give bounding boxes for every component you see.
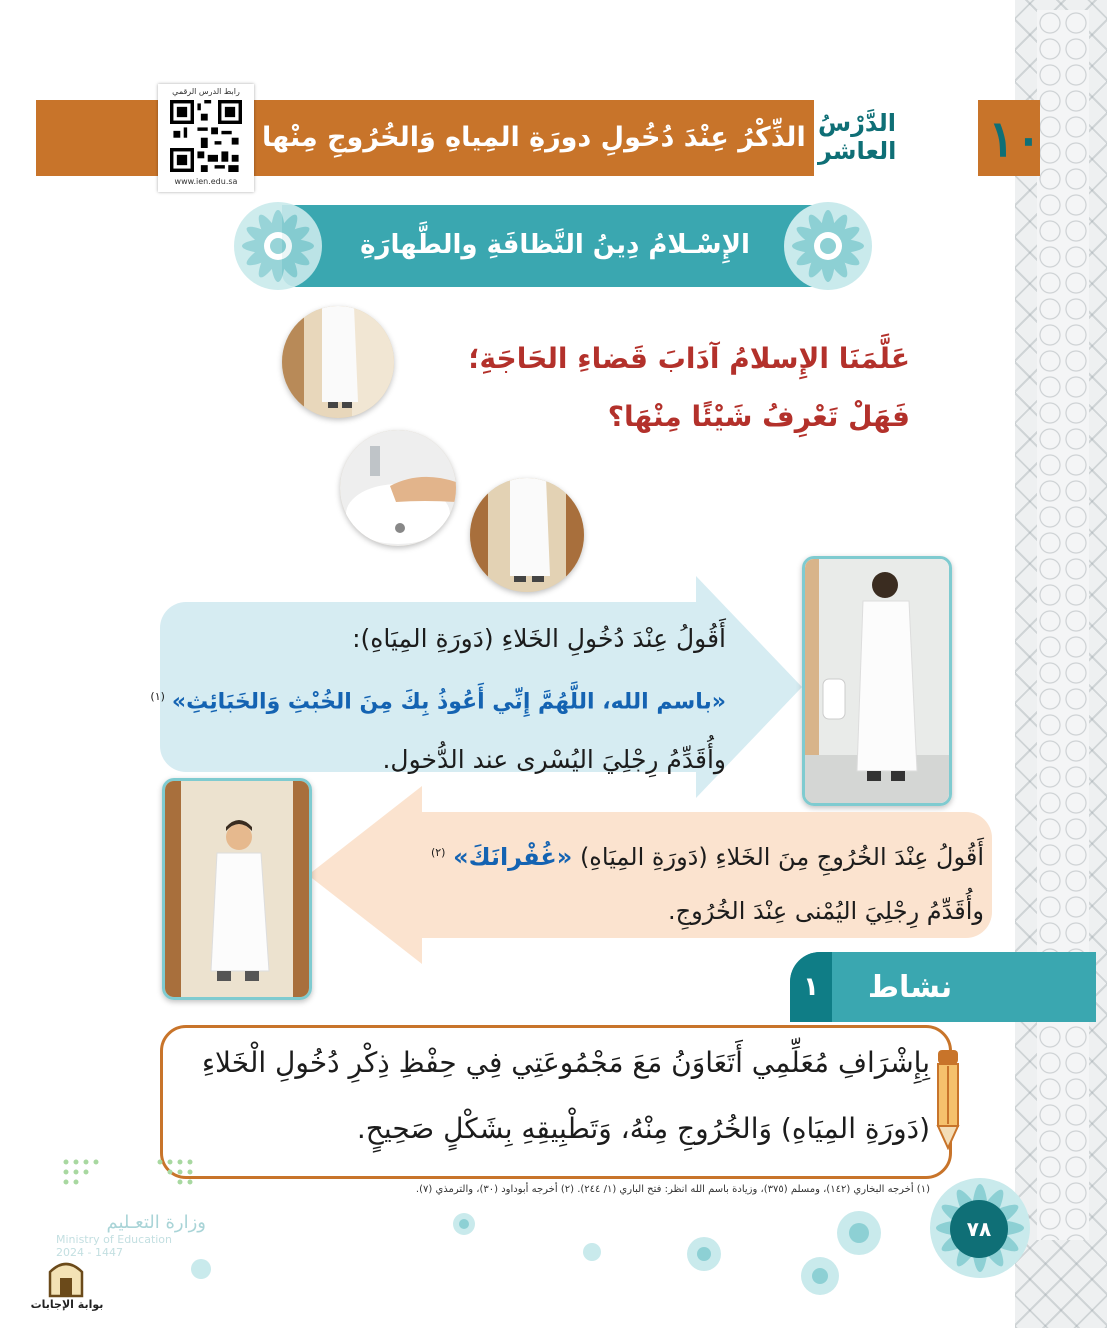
small-rosette-icon bbox=[452, 1212, 476, 1236]
small-rosette-icon bbox=[190, 1258, 212, 1280]
exiting-line-2: وأُقَدِّمُ رِجْلِيَ اليُمْنى عِنْدَ الخُرُوجِ. bbox=[667, 897, 984, 925]
photo-entering-bathroom bbox=[282, 306, 394, 418]
lesson-number: ١٠ bbox=[988, 108, 1042, 168]
entering-line-1: أَقُولُ عِنْدَ دُخُولِ الخَلاءِ (دَورَةِ المِيَاهِ): bbox=[352, 624, 726, 653]
exiting-dhikr bbox=[360, 826, 984, 938]
gate-logo-icon bbox=[44, 1256, 88, 1298]
photo-boy-entering bbox=[802, 556, 952, 806]
qr-url[interactable]: www.ien.edu.sa bbox=[174, 177, 238, 186]
photo-exiting-bathroom bbox=[470, 478, 584, 592]
intro-question bbox=[440, 330, 910, 446]
activity-number: ١ bbox=[803, 972, 819, 1002]
boy-entering-image bbox=[805, 559, 949, 803]
photo-washing-hands bbox=[340, 430, 456, 546]
entering-line-3: وأُقَدِّمُ رِجْلِيَ اليُسْرى عند الدُّخول. bbox=[382, 745, 726, 775]
footnotes: (١) أخرجه البخاري (١٤٢)، ومسلم (٣٧٥)، وزيادة باسم الله انظر: فتح الباري (١/ ٢٤٤). (٢) أخرجه أبوداود (٣٠)، والترمذي (٧). bbox=[415, 1184, 930, 1195]
entering-dua-line bbox=[150, 668, 726, 731]
entering-dua: «باسم الله، اللَّهُمَّ إِنِّي أَعُوذُ بِكَ مِنَ الخُبْثِ وَالخَبَائِثِ» bbox=[171, 689, 726, 715]
gate-label[interactable]: بوابة الإجابات bbox=[30, 1298, 104, 1311]
vision-dots-logo bbox=[60, 1156, 196, 1192]
activity-label: نشاط bbox=[867, 969, 953, 1005]
decorative-pattern bbox=[1037, 10, 1089, 1240]
hand-washing-image bbox=[340, 430, 456, 546]
exiting-line-1 bbox=[360, 826, 984, 884]
exiting-dua: «غُفْرانَكَ» bbox=[453, 843, 573, 871]
ministry-name-en: Ministry of Education bbox=[56, 1233, 173, 1246]
activity-line-1: بِإِشْرَافِ مُعَلِّمِي أَتَعَاوَنُ مَعَ مَجْمُوعَتِي فِي حِفْظِ ذِكْرِ دُخُولِ الْخَلاءِ bbox=[201, 1046, 930, 1079]
activity-line-2: (دَورَةِ المِيَاهِ) وَالخُرُوجِ مِنْهُ، وَتَطْبِيقِهِ بِشَكْلٍ صَحِيحٍ. bbox=[356, 1112, 930, 1145]
small-rosette-icon bbox=[582, 1242, 602, 1262]
qr-code-card[interactable] bbox=[158, 84, 254, 192]
qr-code-icon bbox=[170, 100, 242, 172]
small-rosette-icon bbox=[800, 1256, 840, 1296]
entering-dhikr bbox=[150, 610, 726, 789]
qr-caption: رابط الدرس الرقمي bbox=[172, 87, 240, 96]
page-number: ٧٨ bbox=[950, 1200, 1008, 1258]
intro-line-1: عَلَّمَنَا الإِسلامُ آدَابَ قَضاءِ الحَاجَةِ؛ bbox=[468, 342, 910, 375]
person-exiting-image bbox=[470, 478, 584, 592]
lesson-title: الذِّكْرُ عِنْدَ دُخُولِ دورَةِ المِياهِ وَالخُرُوجِ مِنْها bbox=[262, 121, 806, 153]
exiting-line-1-text: أَقُولُ عِنْدَ الخُرُوجِ مِنَ الخَلاءِ (دَورَةِ المِيَاهِ) bbox=[579, 843, 984, 871]
intro-line-2: فَهَلْ تَعْرِفُ شَيْئًا مِنْهَا؟ bbox=[607, 400, 910, 433]
boy-exiting-image bbox=[165, 781, 309, 997]
entering-dua-ref: (١) bbox=[150, 690, 165, 703]
person-walking-image bbox=[282, 306, 394, 418]
small-rosette-icon bbox=[836, 1210, 882, 1256]
activity-text bbox=[190, 1030, 930, 1162]
ministry-year: 2024 - 1447 bbox=[56, 1246, 123, 1259]
banner-title: الإِسْـلامُ دِينُ النَّظافَةِ والطَّهارَةِ bbox=[360, 230, 750, 260]
photo-boy-exiting bbox=[162, 778, 312, 1000]
ministry-logo bbox=[56, 1212, 206, 1259]
ministry-name-ar: وزارة التعـليم bbox=[106, 1212, 206, 1233]
small-rosette-icon bbox=[686, 1236, 722, 1272]
pencil-icon bbox=[934, 1050, 962, 1150]
lesson-label: الدَّرْسُ العاشر bbox=[818, 109, 897, 165]
exiting-dua-ref: (٢) bbox=[430, 846, 446, 859]
